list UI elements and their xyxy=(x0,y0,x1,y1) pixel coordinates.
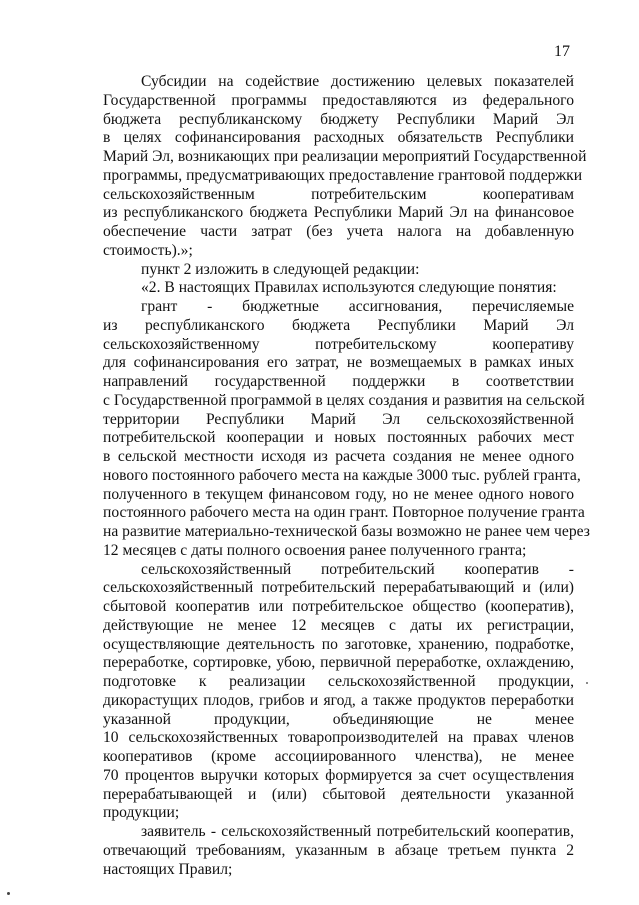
text-line: дикорастущих плодов, грибов и ягод, а также продуктов переработки xyxy=(103,691,574,709)
text-line: Марий Эл, возникающих при реализации мероприятий Государственной xyxy=(103,148,587,165)
text-line: грант - бюджетные ассигнования, перечисляемые xyxy=(141,298,574,315)
text-line: настоящих Правил; xyxy=(103,860,233,878)
text-line: бюджета республиканскому бюджету Республики Марий Эл xyxy=(103,110,574,128)
text-line: полученного в текущем финансовом году, но не менее одного нового xyxy=(103,485,574,503)
text-line: сельскохозяйственный потребительский кооператив - xyxy=(141,560,574,578)
text-line: 12 месяцев с даты полного освоения ранее полученного гранта; xyxy=(103,541,527,559)
text-line: для софинансирования его затрат, не возмещаемых в рамках иных xyxy=(103,354,574,372)
text-line: сбытовой кооператив или потребительское общество (кооператив), xyxy=(103,598,574,615)
text-line: из республиканского бюджета Республики Марий Эл xyxy=(103,316,574,334)
text-line: Государственной программы предоставляются из федерального xyxy=(103,91,574,109)
text-line: направлений государственной поддержки в соответствии xyxy=(103,373,574,390)
text-line: в целях софинансирования расходных обязательств Республики xyxy=(103,129,574,147)
text-line: сельскохозяйственным потребительским кооперативам xyxy=(103,185,574,203)
text-line: осуществляющие деятельность по заготовке, хранению, подработке, xyxy=(103,635,574,653)
scan-artifact-dot xyxy=(586,682,588,684)
text-line: программы, предусматривающих предоставление грантовой поддержки xyxy=(103,166,583,184)
text-line: нового постоянного рабочего места на каждые 3000 тыс. рублей гранта, xyxy=(103,466,581,484)
text-line: сельскохозяйственному потребительскому кооперативу xyxy=(103,335,574,353)
text-line: 70 процентов выручки которых формируется за счет осуществления xyxy=(103,766,574,784)
text-line: на развитие материально-технической базы возможно не ранее чем через xyxy=(103,523,590,540)
text-line: Субсидии на содействие достижению целевых показателей xyxy=(141,73,574,90)
text-line: отвечающий требованиям, указанным в абзаце третьем пункта 2 xyxy=(103,841,574,859)
text-line: территории Республики Марий Эл сельскохозяйственной xyxy=(103,410,574,428)
text-line: сельскохозяйственный потребительский перерабатывающий и (или) xyxy=(103,579,574,597)
text-line: обеспечение части затрат (без учета налога на добавленную xyxy=(103,223,574,240)
text-line: указанной продукции, объединяющие не менее xyxy=(103,710,574,728)
text-line: постоянного рабочего места на один грант. Повторное получение гранта xyxy=(103,504,585,522)
text-line: с Государственной программой в целях создания и развития на сельской xyxy=(103,391,585,409)
scan-artifact-dot xyxy=(7,892,10,895)
paragraph xyxy=(103,823,574,879)
paragraph xyxy=(103,73,587,261)
paragraph xyxy=(103,279,574,298)
text-line: стоимость).»; xyxy=(103,241,193,259)
text-line: кооперативов (кроме ассоциированного членства), не менее xyxy=(103,748,574,765)
paragraph xyxy=(103,298,590,561)
paragraph xyxy=(103,261,574,280)
text-line: в сельской местности исходя из расчета создания не менее одного xyxy=(103,448,574,465)
text-line: подготовке к реализации сельскохозяйственной продукции, xyxy=(103,673,574,690)
text-line: «2. В настоящих Правилах используются следующие понятия: xyxy=(141,279,557,297)
text-line: переработке, сортировке, убою, первичной переработке, охлаждению, xyxy=(103,654,574,672)
text-line: продукции; xyxy=(103,804,180,822)
document-body xyxy=(103,73,590,879)
text-line: перерабатывающей и (или) сбытовой деятельности указанной xyxy=(103,785,574,803)
text-line: из республиканского бюджета Республики Марий Эл на финансовое xyxy=(103,204,574,222)
text-line: 10 сельскохозяйственных товаропроизводителей на правах членов xyxy=(103,729,574,747)
text-line: потребительской кооперации и новых постоянных рабочих мест xyxy=(103,429,574,447)
text-line: действующие не менее 12 месяцев с даты их регистрации, xyxy=(103,616,574,634)
text-line: заявитель - сельскохозяйственный потребительский кооператив, xyxy=(141,823,574,840)
text-line: пункт 2 изложить в следующей редакции: xyxy=(141,260,420,278)
paragraph xyxy=(103,561,574,824)
page-number: 17 xyxy=(554,43,570,60)
